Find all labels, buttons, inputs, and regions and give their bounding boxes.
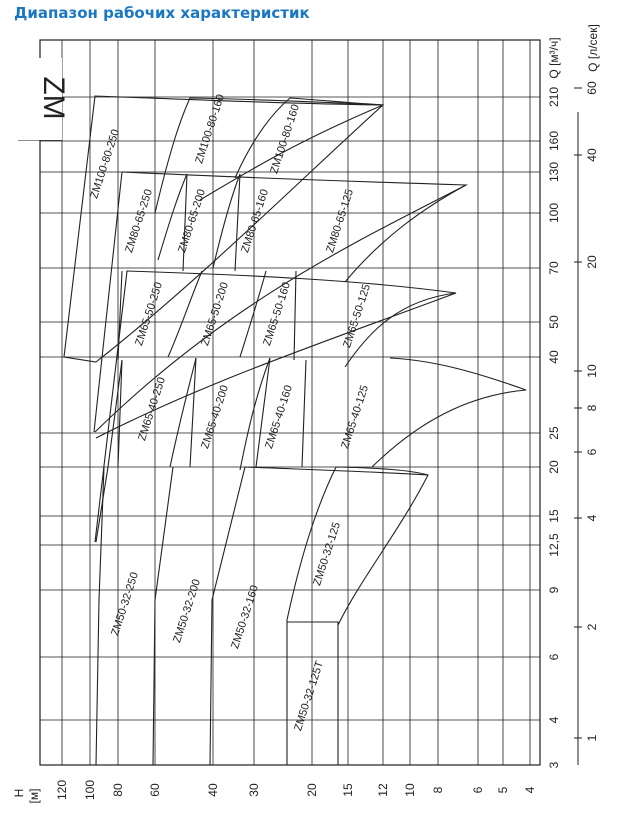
curve-label: ZM80-65-160 <box>239 187 272 255</box>
h-tick-label: 30 <box>247 783 261 797</box>
curve-label: ZM50-32-250 <box>109 570 142 638</box>
curve-label: ZM65-50-160 <box>261 280 294 348</box>
h-tick-label: 10 <box>403 783 417 797</box>
q-ls-tick-label: 2 <box>585 623 599 631</box>
curve-label: ZM50-32-200 <box>171 577 204 645</box>
h-tick-label: 12 <box>376 783 390 797</box>
h-axis-label: H <box>12 788 26 798</box>
h-tick-label: 80 <box>111 783 125 797</box>
curve-label: ZM65-50-200 <box>199 280 232 348</box>
h-tick-label: 60 <box>148 783 162 797</box>
curve-label: ZM65-40-125 <box>339 383 372 451</box>
h-tick-label: 100 <box>83 779 97 801</box>
q-m3h-tick-label: 9 <box>547 586 561 594</box>
h-tick-label: 4 <box>523 786 537 794</box>
curve-label: ZM50-32-125T <box>292 659 327 733</box>
q-m3h-tick-label: 70 <box>547 261 561 275</box>
q-m3h-tick-label: 160 <box>547 130 561 152</box>
chart-grid <box>40 40 582 765</box>
q-m3h-tick-label: 12,5 <box>547 533 561 557</box>
h-tick-label: 15 <box>341 783 355 797</box>
curve-label: ZM80-65-200 <box>176 187 209 255</box>
curve-label: ZM65-40-160 <box>263 383 296 451</box>
q-m3h-tick-label: 130 <box>547 161 561 183</box>
curve-label: ZM65-50-125 <box>341 282 374 350</box>
curve-label: ZM50-32-125 <box>311 520 344 588</box>
curve-zm65-40-200 <box>170 358 196 467</box>
q-m3h-tick-label: 100 <box>547 202 561 224</box>
page-title: Диапазон рабочих характеристик <box>14 4 310 22</box>
h-tick-label: 5 <box>496 786 510 794</box>
q-m3h-tick-label: 50 <box>547 315 561 329</box>
curve-label: ZM100-80-250 <box>88 127 123 201</box>
q-m3h-tick-label: 20 <box>547 460 561 474</box>
q-ls-tick-label: 1 <box>585 734 599 742</box>
curve-zm80-65-125 <box>345 185 466 282</box>
curve-segment-7 <box>302 360 306 467</box>
curve-segment-2 <box>235 174 240 271</box>
h-axis-unit: [м] <box>27 788 41 804</box>
curve-label: ZM100-80-160 <box>193 92 228 166</box>
curve-segment-3 <box>294 271 296 360</box>
q-m3h-tick-label: 3 <box>547 761 561 769</box>
curves-layer <box>64 96 526 765</box>
q-m3h-tick-label: 210 <box>547 86 561 108</box>
h-tick-label: 8 <box>431 786 445 794</box>
q-m3h-tick-label: 40 <box>547 350 561 364</box>
q-ls-tick-label: 20 <box>585 255 599 269</box>
curve-label: ZM50-32-160 <box>229 583 262 651</box>
q-m3h-tick-label: 4 <box>547 716 561 724</box>
q-ls-tick-label: 10 <box>585 364 599 378</box>
h-tick-label: 40 <box>206 783 220 797</box>
q-m3h-tick-label: 25 <box>547 426 561 440</box>
h-tick-label: 20 <box>305 783 319 797</box>
h-tick-label: 120 <box>55 779 69 801</box>
curve-label: ZM100-80-160 <box>268 102 303 176</box>
q-ls-tick-label: 4 <box>585 514 599 522</box>
q-ls-tick-label: 40 <box>585 148 599 162</box>
curve-label: ZM65-40-250 <box>136 375 169 443</box>
q-ls-tick-label: 6 <box>585 448 599 456</box>
q-m3h-tick-label: 15 <box>547 509 561 523</box>
curve-label: ZM65-50-250 <box>133 280 166 348</box>
q-ls-tick-label: 60 <box>585 81 599 95</box>
curve-label: ZM80-65-125 <box>324 187 357 255</box>
h-tick-label: 6 <box>471 786 485 794</box>
q-m3h-tick-label: 6 <box>547 653 561 661</box>
curve-segment-5 <box>190 358 196 467</box>
curve-label: ZM80-65-250 <box>123 187 156 255</box>
q-m3h-axis-label: Q [м³/ч] <box>547 37 561 79</box>
badge-text: ZM <box>37 76 70 120</box>
q-ls-axis-label: Q [л/сек] <box>586 24 600 72</box>
curve-label: ZM65-40-200 <box>199 383 232 451</box>
labels-layer <box>88 93 373 733</box>
curve-segment-6 <box>256 358 270 467</box>
q-ls-tick-label: 8 <box>585 404 599 412</box>
curve-zm65-40-160 <box>240 358 270 470</box>
